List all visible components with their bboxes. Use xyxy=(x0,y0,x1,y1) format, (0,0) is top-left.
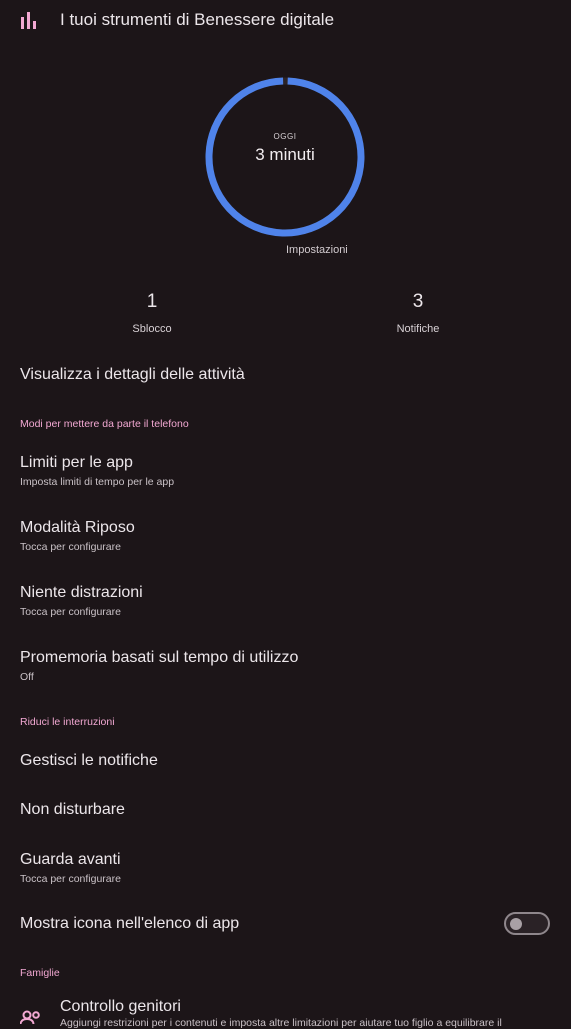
app-limits-subtitle: Imposta limiti di tempo per le app xyxy=(20,476,175,488)
manage-notifications-item[interactable]: Gestisci le notifiche xyxy=(20,752,158,769)
toggle-knob xyxy=(510,918,522,930)
section-header-family: Famiglie xyxy=(20,967,60,979)
section-header-disconnect: Modi per mettere da parte il telefono xyxy=(20,418,189,430)
bedtime-mode-subtitle: Tocca per configurare xyxy=(20,541,121,553)
usage-period-label: OGGI xyxy=(273,132,297,141)
focus-mode-subtitle: Tocca per configurare xyxy=(20,606,121,618)
heads-up-title: Guarda avanti xyxy=(20,851,121,868)
section-header-interruptions: Riduci le interruzioni xyxy=(20,716,115,728)
usage-reminders-subtitle: Off xyxy=(20,671,34,683)
focus-mode-title: Niente distrazioni xyxy=(20,584,143,601)
parental-controls-title: Controllo genitori xyxy=(60,998,181,1015)
usage-ring[interactable] xyxy=(204,76,366,238)
settings-link[interactable]: Impostazioni xyxy=(286,244,348,256)
unlocks-label: Sblocco xyxy=(132,323,172,335)
app-limits-title: Limiti per le app xyxy=(20,454,133,471)
bedtime-mode-title: Modalità Riposo xyxy=(20,519,135,536)
heads-up-subtitle: Tocca per configurare xyxy=(20,873,121,885)
unlocks-count: 1 xyxy=(146,291,158,312)
show-icon-item[interactable]: Mostra icona nell'elenco di app xyxy=(20,915,240,932)
bedtime-mode-item[interactable] xyxy=(20,519,135,553)
app-limits-item[interactable] xyxy=(20,454,174,488)
parental-controls-subtitle: Aggiungi restrizioni per i contenuti e imposta altre limitazioni per aiutare tuo figlio a equilibrare il xyxy=(60,1017,502,1029)
do-not-disturb-item[interactable]: Non disturbare xyxy=(20,801,125,818)
notifications-stat xyxy=(358,291,478,335)
show-icon-toggle[interactable] xyxy=(504,912,550,935)
parental-controls-item[interactable] xyxy=(0,994,571,1029)
activity-details-item[interactable]: Visualizza i dettagli delle attività xyxy=(20,366,245,383)
page-title: I tuoi strumenti di Benessere digitale xyxy=(60,10,335,29)
heads-up-item[interactable] xyxy=(20,851,121,885)
unlocks-stat xyxy=(92,291,212,335)
people-icon xyxy=(20,1010,42,1024)
focus-mode-item[interactable] xyxy=(20,584,143,618)
usage-reminders-title: Promemoria basati sul tempo di utilizzo xyxy=(20,649,299,666)
usage-reminders-item[interactable] xyxy=(20,649,298,683)
usage-time-value: 3 minuti xyxy=(255,145,315,164)
app-header xyxy=(0,0,571,44)
notifications-label: Notifiche xyxy=(396,323,440,335)
bar-chart-icon xyxy=(20,11,38,29)
notifications-count: 3 xyxy=(412,291,424,312)
